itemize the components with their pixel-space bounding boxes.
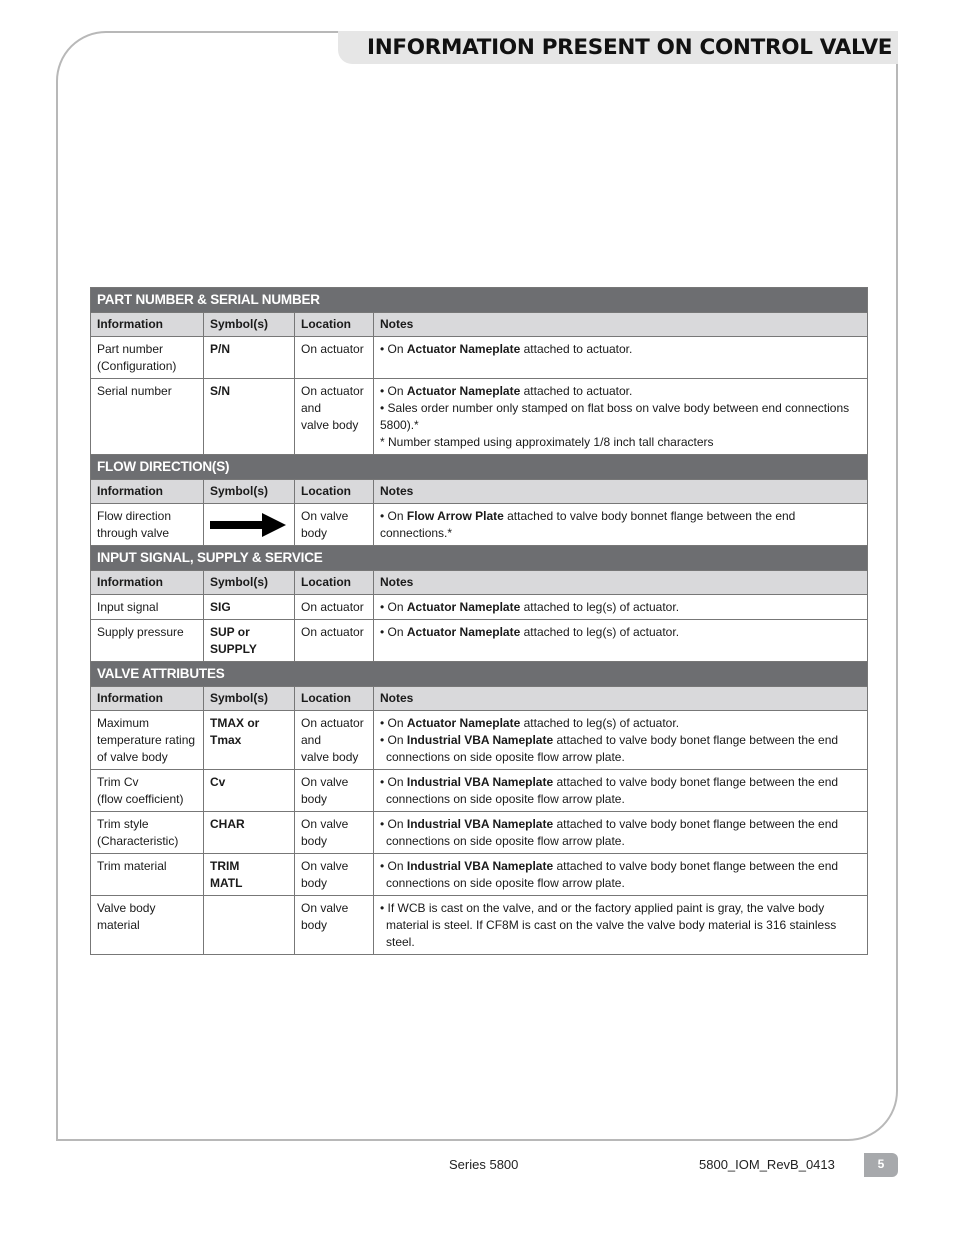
info-cell [91,595,204,620]
cell-line: On actuator [301,600,364,614]
info-cell [91,854,204,896]
note-line [380,816,861,833]
note-text: • On [380,384,407,398]
note-text: connections on side oposite flow arrow plate. [386,834,625,848]
cell-line: SUP or [210,625,250,639]
note-text: attached to valve body bonet flange between the end [553,733,839,747]
table-row [91,770,868,812]
column-header-info: Information [91,687,204,711]
column-header-symbol: Symbol(s) [204,480,295,504]
table-row [91,504,868,546]
cell-line: SIG [210,600,231,614]
note-line [380,749,861,766]
note-line [380,774,861,791]
right-arrow-icon [210,512,288,538]
cell-line: body [301,918,328,932]
cell-line: TRIM [210,859,240,873]
note-text: attached to valve body bonet flange between the end [553,859,839,873]
symbol-cell [204,379,295,455]
column-header-row [91,571,868,595]
info-cell [91,812,204,854]
note-text: • Sales order number only stamped on flat boss on valve body between end connections 5800).* [380,401,850,432]
section-header-row [91,662,868,687]
notes-cell [374,337,868,379]
column-header-location: Location [295,687,374,711]
note-bold: Actuator Nameplate [406,342,521,356]
page-title: INFORMATION PRESENT ON CONTROL VALVE [367,35,893,60]
symbol-cell [204,595,295,620]
cell-line: On actuator [301,716,364,730]
info-cell [91,711,204,770]
table-row [91,711,868,770]
note-line [380,599,861,616]
footer-series: Series 5800 [449,1157,519,1172]
cell-line: Supply pressure [97,625,184,639]
cell-line: of valve body [97,750,168,764]
info-cell [91,770,204,812]
symbol-cell [204,854,295,896]
location-cell [295,896,374,955]
note-line [380,715,861,732]
location-cell [295,595,374,620]
cell-line: Flow direction [97,509,172,523]
note-text: attached to leg(s) of actuator. [520,625,680,639]
cell-line: Serial number [97,384,172,398]
section-header-row [91,288,868,313]
column-header-location: Location [295,571,374,595]
info-cell [91,504,204,546]
note-text: material is steel. If CF8M is cast on the valve the valve body material is 316 stainless steel. [386,918,837,949]
cell-line: On actuator [301,625,364,639]
cell-line: P/N [210,342,231,356]
section-heading: PART NUMBER & SERIAL NUMBER [91,288,868,313]
cell-line: Trim Cv [97,775,139,789]
page-number-badge: 5 [864,1153,898,1177]
cell-line: (flow coefficient) [97,792,184,806]
notes-cell [374,896,868,955]
table-row [91,379,868,455]
cell-line: On valve [301,775,349,789]
note-text: • On [380,775,407,789]
cell-line: material [97,918,140,932]
column-header-symbol: Symbol(s) [204,571,295,595]
note-text: • On [380,733,407,747]
cell-line: On valve [301,859,349,873]
note-line [380,732,861,749]
cell-line: and [301,733,322,747]
column-header-info: Information [91,313,204,337]
note-text: connections on side oposite flow arrow plate. [386,750,625,764]
column-header-notes: Notes [374,571,868,595]
title-tab [338,31,898,64]
info-cell [91,896,204,955]
note-line [380,341,861,358]
notes-cell [374,854,868,896]
cell-line: On actuator [301,342,364,356]
notes-cell [374,770,868,812]
column-header-notes: Notes [374,313,868,337]
notes-cell [374,595,868,620]
note-text: • On [380,859,407,873]
section-heading: FLOW DIRECTION(S) [91,455,868,480]
cell-line: Trim material [97,859,167,873]
note-bold: Actuator Nameplate [406,600,521,614]
cell-line: Input signal [97,600,159,614]
table-row [91,595,868,620]
note-line [380,858,861,875]
note-line [380,917,861,951]
column-header-row [91,313,868,337]
note-line [380,508,861,542]
note-line [380,875,861,892]
column-header-location: Location [295,313,374,337]
note-text: • On [380,716,407,730]
cell-line: Trim style [97,817,149,831]
notes-cell [374,711,868,770]
cell-line: On valve [301,817,349,831]
notes-cell [374,504,868,546]
table-row [91,854,868,896]
note-text: • On [380,817,407,831]
note-text: attached to leg(s) of actuator. [520,716,680,730]
symbol-cell [204,337,295,379]
note-line [380,833,861,850]
note-line [380,400,861,434]
cell-line: Maximum [97,716,150,730]
note-text: * Number stamped using approximately 1/8 inch tall characters [380,435,714,449]
cell-line: MATL [210,876,243,890]
cell-line: through valve [97,526,170,540]
info-cell [91,337,204,379]
column-header-notes: Notes [374,687,868,711]
column-header-row [91,480,868,504]
cell-line: Tmax [210,733,242,747]
section-header-row [91,455,868,480]
column-header-row [91,687,868,711]
symbol-cell [204,504,295,546]
symbol-cell [204,711,295,770]
cell-line: Cv [210,775,226,789]
note-bold: Industrial VBA Nameplate [406,775,554,789]
note-bold: Flow Arrow Plate [406,509,504,523]
notes-cell [374,379,868,455]
note-line [380,900,861,917]
cell-line: temperature rating [97,733,196,747]
notes-cell [374,620,868,662]
symbol-cell [204,812,295,854]
note-text: attached to valve body bonet flange between the end [553,817,839,831]
cell-line: Valve body [97,901,156,915]
cell-line: TMAX or [210,716,260,730]
location-cell [295,770,374,812]
footer-doc-id: 5800_IOM_RevB_0413 [699,1157,835,1172]
info-cell [91,620,204,662]
cell-line: body [301,792,328,806]
note-text: • On [380,509,407,523]
note-text: • If WCB is cast on the valve, and or the factory applied paint is gray, the valve body [380,901,825,915]
column-header-info: Information [91,480,204,504]
location-cell [295,854,374,896]
cell-line: S/N [210,384,231,398]
column-header-symbol: Symbol(s) [204,313,295,337]
valve-info-table [90,287,868,955]
cell-line: On valve [301,901,349,915]
note-text: attached to valve body bonet flange between the end [553,775,839,789]
note-text: attached to actuator. [520,384,633,398]
section-header-row [91,546,868,571]
note-text: attached to valve body bonnet flange between the end connections.* [380,509,796,540]
column-header-info: Information [91,571,204,595]
table-row [91,896,868,955]
column-header-symbol: Symbol(s) [204,687,295,711]
symbol-cell [204,620,295,662]
note-text: connections on side oposite flow arrow plate. [386,792,625,806]
cell-line: On valve [301,509,349,523]
cell-line: (Characteristic) [97,834,179,848]
note-line [380,624,861,641]
location-cell [295,812,374,854]
note-text: connections on side oposite flow arrow plate. [386,876,625,890]
location-cell [295,337,374,379]
cell-line: CHAR [210,817,245,831]
note-bold: Industrial VBA Nameplate [406,817,554,831]
note-line [380,434,861,451]
note-bold: Industrial VBA Nameplate [406,733,554,747]
location-cell [295,504,374,546]
symbol-cell [204,770,295,812]
table-row [91,337,868,379]
cell-line: body [301,834,328,848]
note-text: attached to leg(s) of actuator. [520,600,680,614]
column-header-notes: Notes [374,480,868,504]
cell-line: On actuator [301,384,364,398]
cell-line: and [301,401,322,415]
location-cell [295,379,374,455]
note-bold: Actuator Nameplate [406,716,521,730]
section-heading: VALVE ATTRIBUTES [91,662,868,687]
table-row [91,812,868,854]
note-text: • On [380,342,407,356]
cell-line: valve body [301,750,359,764]
column-header-location: Location [295,480,374,504]
note-bold: Industrial VBA Nameplate [406,859,554,873]
note-text: • On [380,625,407,639]
cell-line: body [301,526,328,540]
cell-line: valve body [301,418,359,432]
section-heading: INPUT SIGNAL, SUPPLY & SERVICE [91,546,868,571]
location-cell [295,711,374,770]
table-row [91,620,868,662]
note-text: • On [380,600,407,614]
note-line [380,383,861,400]
cell-line: (Configuration) [97,359,177,373]
note-text: attached to actuator. [520,342,633,356]
symbol-cell [204,896,295,955]
cell-line: SUPPLY [210,642,257,656]
note-bold: Actuator Nameplate [406,384,521,398]
location-cell [295,620,374,662]
note-line [380,791,861,808]
cell-line: Part number [97,342,164,356]
notes-cell [374,812,868,854]
cell-line: body [301,876,328,890]
info-cell [91,379,204,455]
note-bold: Actuator Nameplate [406,625,521,639]
